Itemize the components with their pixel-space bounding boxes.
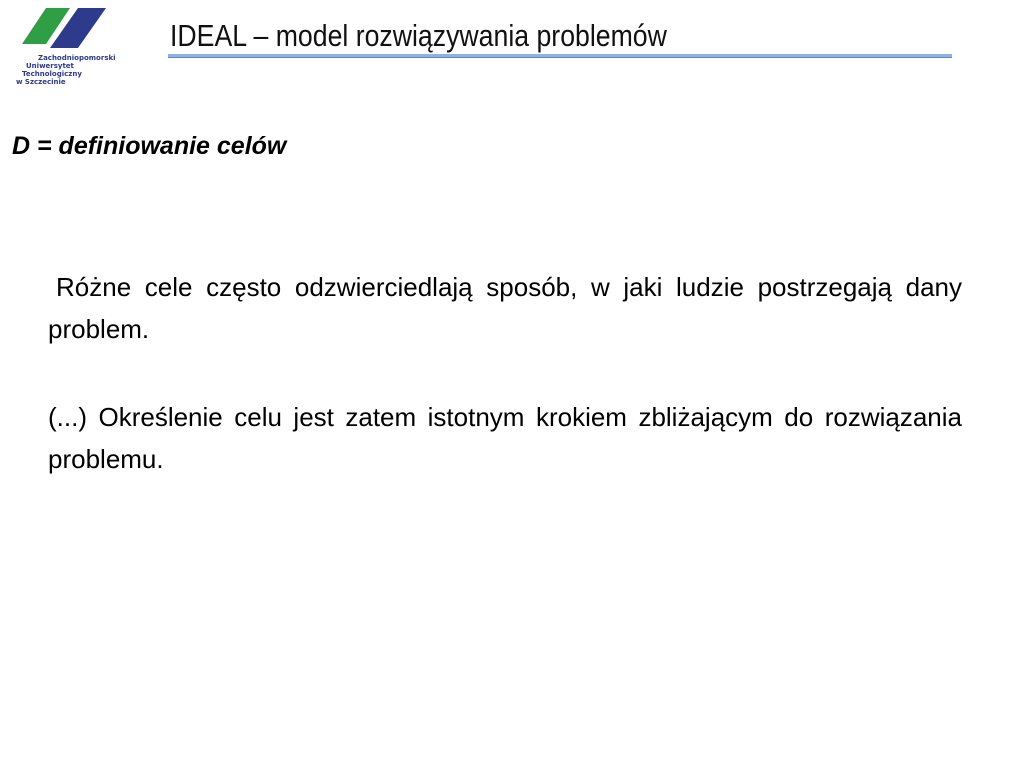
logo-line: Uniwersytet — [26, 62, 74, 70]
university-logo — [14, 8, 118, 94]
logo-line: Zachodniopomorski — [38, 54, 116, 62]
body-paragraph: (...) Określenie celu jest zatem istotnym krokiem zbliżającym do rozwiązania problemu. — [48, 402, 962, 474]
section-heading: D = definiowanie celów — [12, 132, 287, 160]
logo-line: w Szczecinie — [16, 78, 66, 86]
body-paragraph: Różne cele często odzwierciedlają sposób, w jaki ludzie postrzegają dany problem. — [48, 272, 962, 344]
university-name — [14, 54, 118, 86]
university-logo-icon — [22, 8, 106, 52]
logo-line: Technologiczny — [22, 70, 82, 78]
slide-title: IDEAL – model rozwiązywania problemów — [170, 18, 667, 53]
title-underline — [168, 54, 952, 58]
